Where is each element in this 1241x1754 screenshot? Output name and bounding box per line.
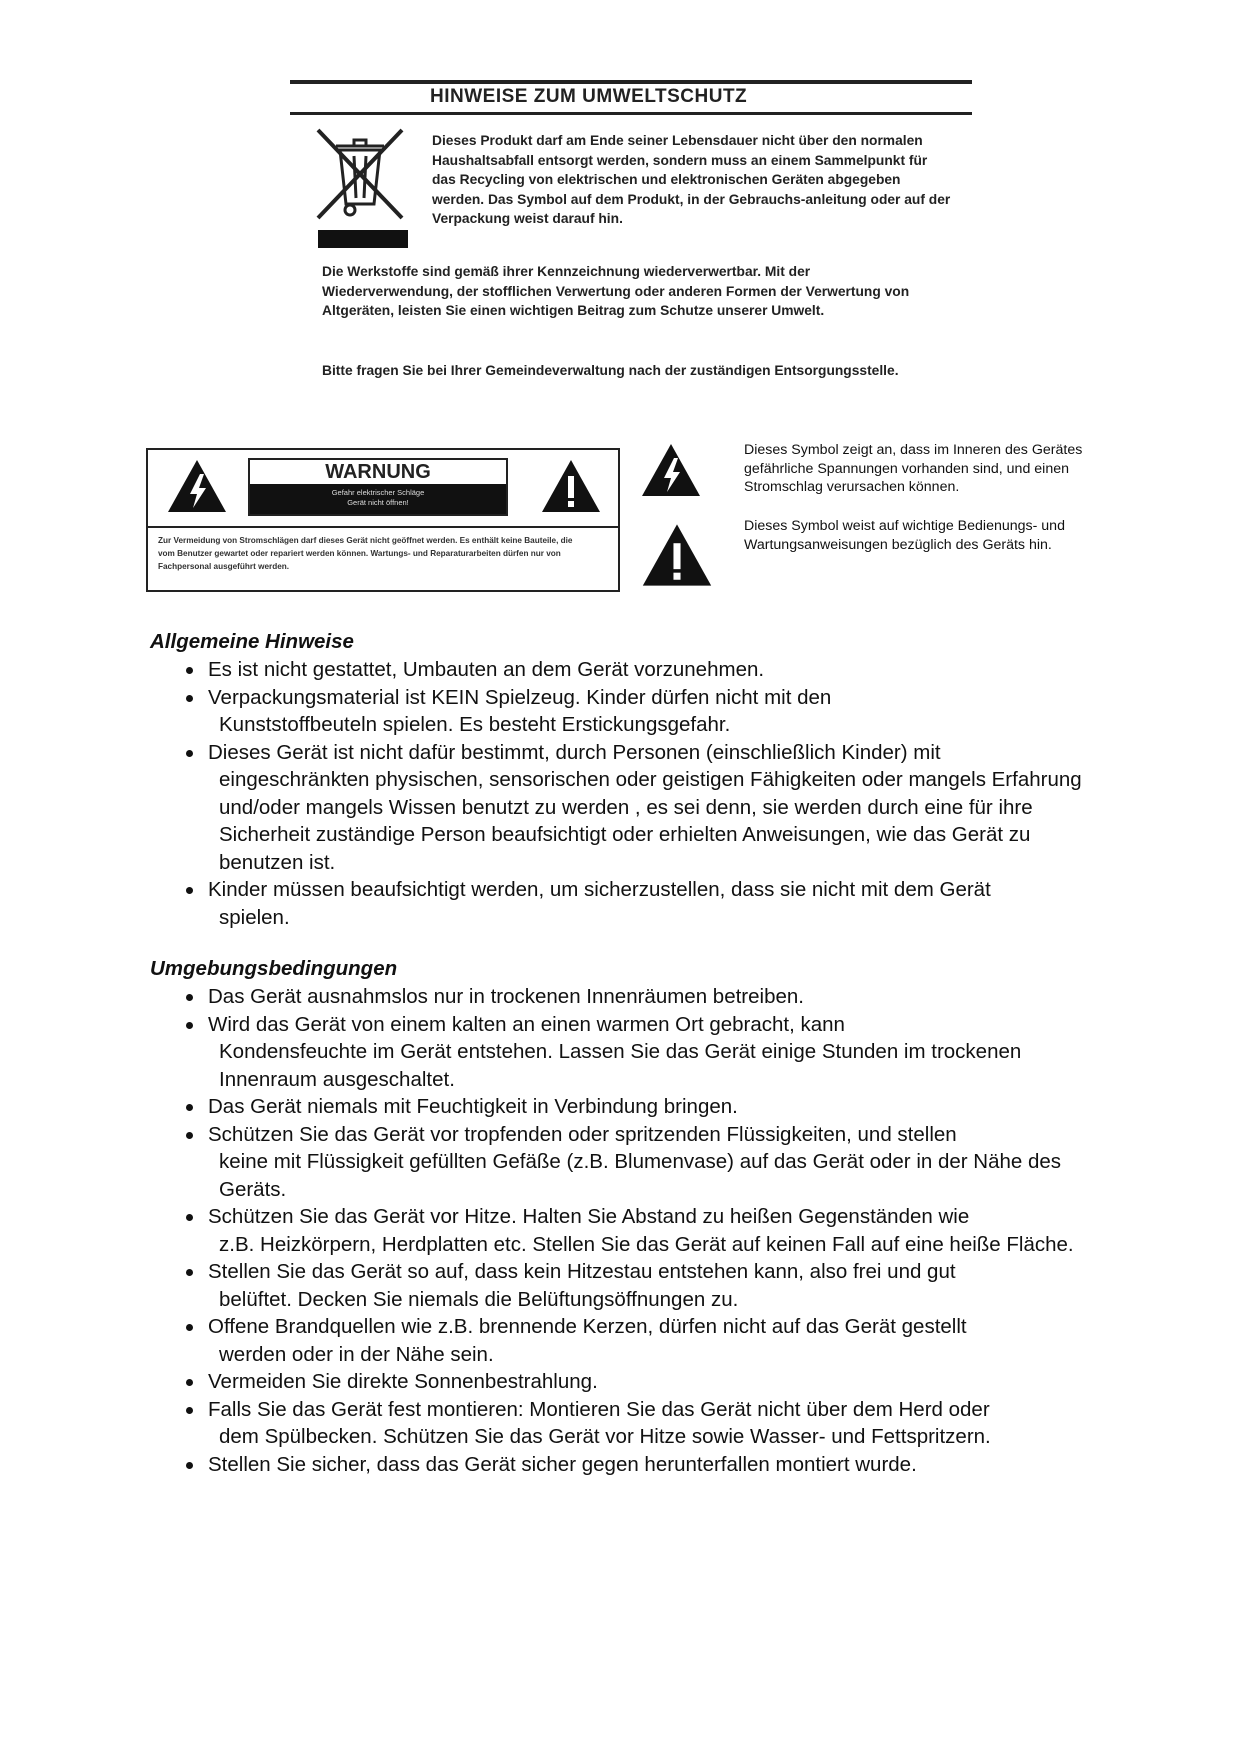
list-item bbox=[186, 684, 1116, 739]
lightning-warning-icon bbox=[640, 442, 702, 498]
list-item bbox=[186, 739, 1116, 877]
warning-label-header bbox=[248, 458, 508, 516]
list-item-text: Schützen Sie das Gerät vor Hitze. Halten Sie Abstand zu heißen Gegenständen wie bbox=[208, 1205, 970, 1228]
list-item-text: Schützen Sie das Gerät vor tropfenden oder spritzenden Flüssigkeiten, und stellen bbox=[208, 1122, 957, 1146]
list-item bbox=[186, 1093, 1116, 1121]
list-item-text: Kinder müssen beaufsichtigt werden, um sicherzustellen, dass sie nicht mit dem Gerät bbox=[208, 878, 991, 901]
list-item-text: Dieses Gerät ist nicht dafür bestimmt, durch Personen (einschließlich Kinder) mit bbox=[208, 740, 941, 764]
solid-bar-marking bbox=[318, 230, 408, 248]
divider bbox=[148, 526, 618, 528]
list-item-text: Offene Brandquellen wie z.B. brennende Kerzen, dürfen nicht auf das Gerät gestellt bbox=[208, 1315, 967, 1338]
environmental-paragraph: Die Werkstoffe sind gemäß ihrer Kennzeichnung wiederverwertbar. Mit der Wiederverwendung, der stofflichen Verwertung oder anderen Formen der Verwertung von Altgeräten, leisten Sie einen wichtigen Beitrag zum Schutze unserer Umwelt. bbox=[322, 264, 910, 318]
divider bbox=[290, 80, 972, 84]
environmental-paragraph: Bitte fragen Sie bei Ihrer Gemeindeverwaltung nach der zuständigen Entsorgungsstelle. bbox=[322, 363, 899, 378]
symbol-explanation: Dieses Symbol zeigt an, dass im Inneren des Gerätes gefährliche Spannungen vorhanden sind, und einen Stromschlag verursachen können. bbox=[744, 442, 1083, 495]
section-title-general: Allgemeine Hinweise bbox=[150, 630, 354, 653]
general-notes-list bbox=[186, 656, 1116, 931]
list-item bbox=[186, 1396, 1116, 1451]
environmental-paragraph: Dieses Produkt darf am Ende seiner Lebensdauer nicht über den normalen Haushaltsabfall entsorgt werden, sondern muss an einem Sammelpunkt für das Recycling von elektrischen und elektronischen Geräten abgegeben werden. Das Symbol auf dem Produkt, in der Gebrauchs-anleitung oder auf der Verpackung weist darauf hin. bbox=[432, 133, 951, 226]
list-item-text: Es ist nicht gestattet, Umbauten an dem Gerät vorzunehmen. bbox=[208, 658, 765, 681]
list-item-text: Verpackungsmaterial ist KEIN Spielzeug. Kinder dürfen nicht mit den bbox=[208, 685, 832, 709]
list-item bbox=[186, 1203, 1116, 1258]
list-item-text: Stellen Sie das Gerät so auf, dass kein Hitzestau entstehen kann, also frei und gut bbox=[208, 1260, 956, 1283]
symbol-explanation: Dieses Symbol weist auf wichtige Bedienungs- und Wartungsanweisungen bezüglich des Geräts hin. bbox=[744, 518, 1065, 553]
list-item-text: Falls Sie das Gerät fest montieren: Montieren Sie das Gerät nicht über dem Herd oder bbox=[208, 1397, 990, 1421]
list-item bbox=[186, 876, 1116, 931]
list-item-continuation: werden oder in der Nähe sein. bbox=[219, 1342, 494, 1366]
exclamation-warning-icon bbox=[640, 522, 714, 588]
section-title-conditions: Umgebungsbedingungen bbox=[150, 957, 398, 980]
list-item bbox=[186, 1258, 1116, 1313]
list-item-continuation: Kondensfeuchte im Gerät entstehen. Lassen Sie das Gerät einige Stunden im trockenen Innenraum ausgeschaltet. bbox=[219, 1040, 1022, 1091]
warning-label-subtitle-line: Gefahr elektrischer Schläge bbox=[331, 488, 425, 497]
list-item-text: Wird das Gerät von einem kalten an einen warmen Ort gebracht, kann bbox=[208, 1012, 845, 1036]
list-item-continuation: spielen. bbox=[219, 905, 290, 929]
list-item-text: Vermeiden Sie direkte Sonnenbestrahlung. bbox=[208, 1370, 598, 1393]
list-item-text: Stellen Sie sicher, dass das Gerät sicher gegen herunterfallen montiert wurde. bbox=[208, 1452, 917, 1476]
warning-label-subtitle-line: Gerät nicht öffnen! bbox=[347, 498, 409, 507]
exclamation-warning-icon bbox=[540, 458, 602, 514]
list-item-continuation: z.B. Heizkörpern, Herdplatten etc. Stellen Sie das Gerät auf keinen Fall auf eine heiße Fläche. bbox=[219, 1232, 1074, 1256]
list-item-text: Das Gerät niemals mit Feuchtigkeit in Verbindung bringen. bbox=[208, 1095, 738, 1118]
divider bbox=[290, 112, 972, 115]
list-item bbox=[186, 1451, 1116, 1479]
list-item-continuation: eingeschränkten physischen, sensorischen oder geistigen Fähigkeiten oder mangels Erfahrung und/oder mangels Wissen benutzt zu werden , es sei denn, sie werden durch eine für ihre Sicherheit zuständige Person beaufsichtigt oder erhielten Anweisungen, wie das Gerät zu benutzen ist. bbox=[219, 768, 1082, 874]
list-item-continuation: keine mit Flüssigkeit gefüllten Gefäße (z.B. Blumenvase) auf das Gerät oder in der Nähe des Geräts. bbox=[219, 1150, 1062, 1201]
warning-label bbox=[146, 448, 620, 592]
warning-label-subtitle bbox=[250, 484, 506, 514]
list-item bbox=[186, 1368, 1116, 1396]
list-item-continuation: belüftet. Decken Sie niemals die Belüftungsöffnungen zu. bbox=[219, 1287, 739, 1311]
list-item bbox=[186, 1121, 1116, 1204]
list-item-continuation: dem Spülbecken. Schützen Sie das Gerät vor Hitze sowie Wasser- und Fettspritzern. bbox=[219, 1425, 991, 1448]
environmental-notice-title: HINWEISE ZUM UMWELTSCHUTZ bbox=[430, 86, 748, 107]
list-item bbox=[186, 656, 1116, 684]
warning-label-body: Zur Vermeidung von Stromschlägen darf dieses Gerät nicht geöffnet werden. Es enthält keine Bauteile, die vom Benutzer gewartet oder repariert werden können. Wartungs- und Reparaturarbeiten dürfen nur von Fachpersonal ausgeführt werden. bbox=[158, 536, 573, 571]
conditions-list bbox=[186, 983, 1116, 1478]
list-item bbox=[186, 983, 1116, 1011]
crossed-out-wheelie-bin-icon bbox=[310, 122, 410, 222]
list-item-text: Das Gerät ausnahmslos nur in trockenen Innenräumen betreiben. bbox=[208, 985, 804, 1008]
list-item-continuation: Kunststoffbeuteln spielen. Es besteht Erstickungsgefahr. bbox=[219, 713, 731, 736]
lightning-warning-icon bbox=[166, 458, 228, 514]
list-item bbox=[186, 1011, 1116, 1094]
warning-label-title: WARNUNG bbox=[325, 461, 431, 483]
list-item bbox=[186, 1313, 1116, 1368]
